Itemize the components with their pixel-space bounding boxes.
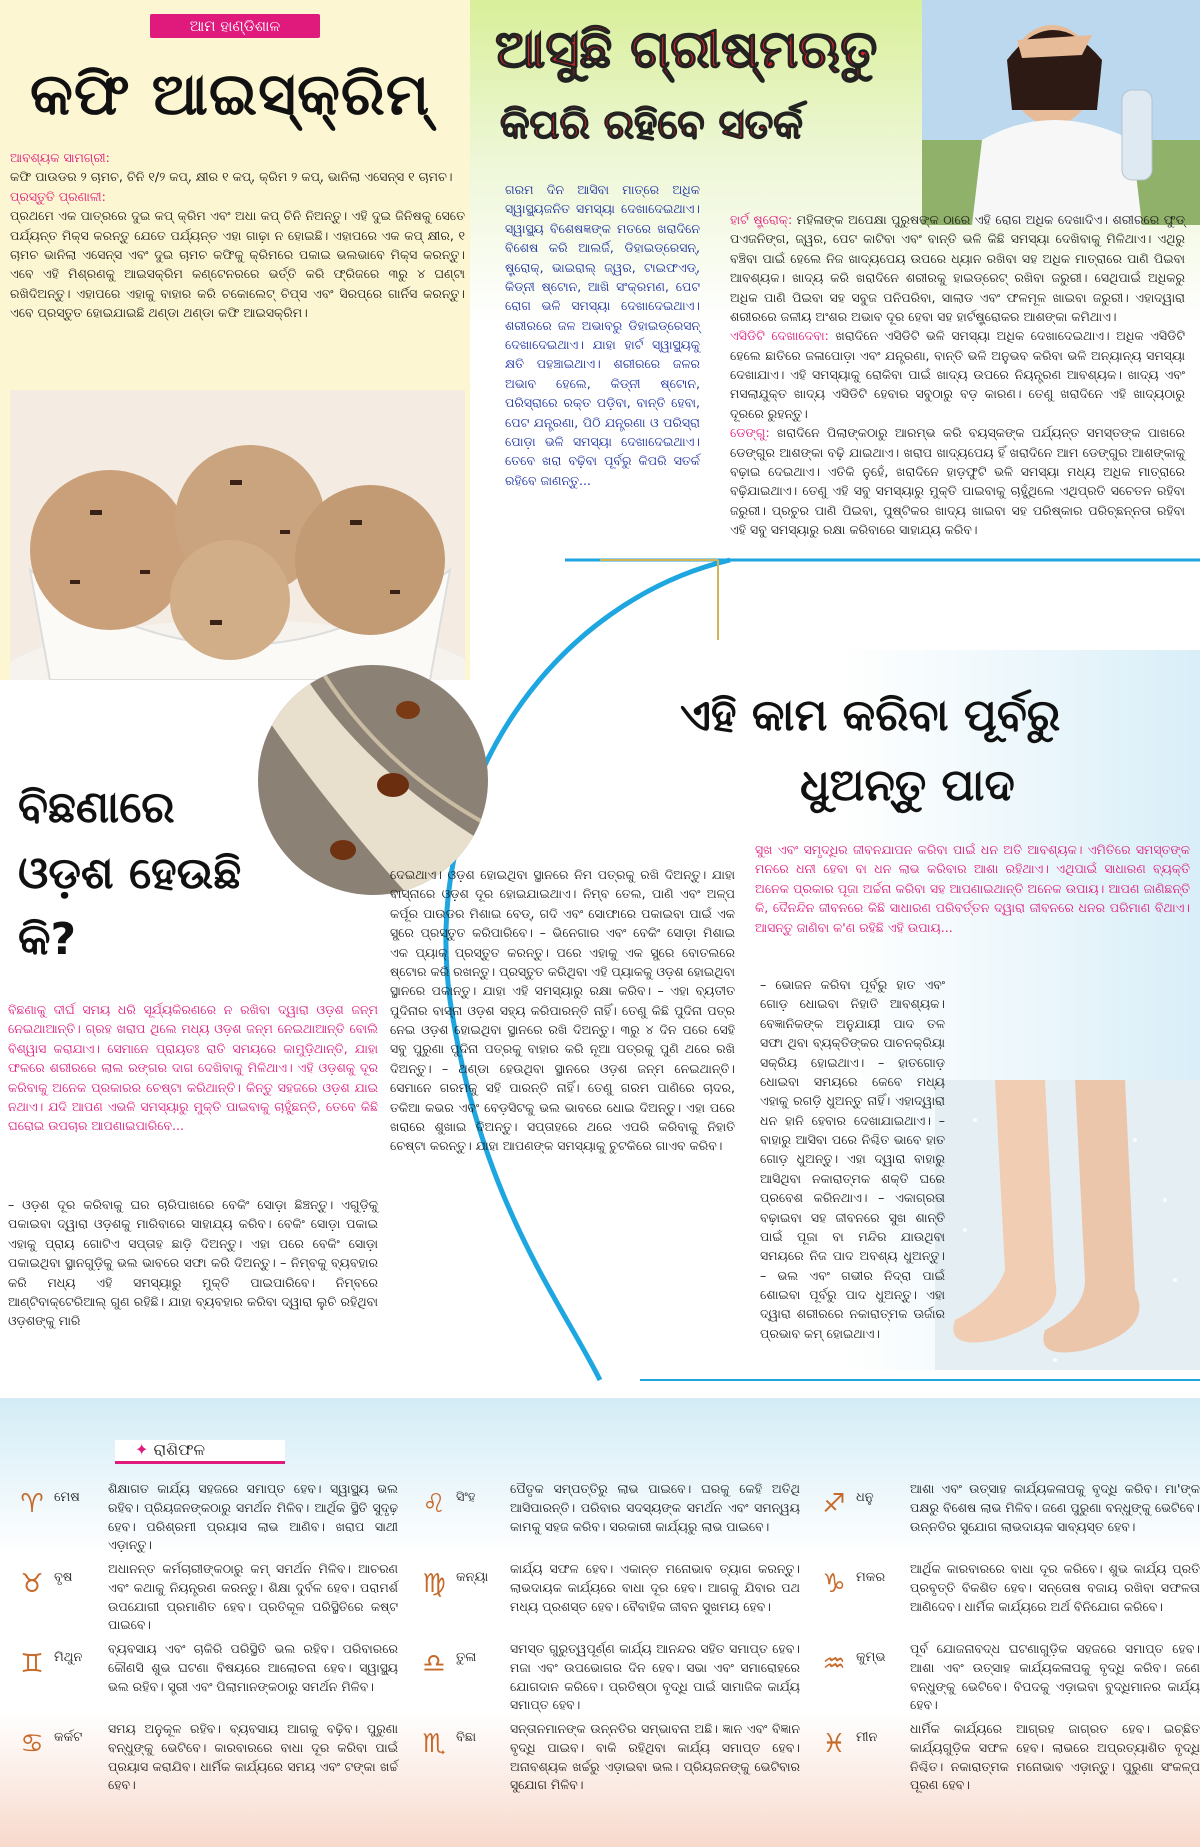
summer-details [730, 210, 1185, 539]
sign-name: ସିଂହ [456, 1490, 476, 1505]
sign-name: କର୍କଟ [54, 1730, 83, 1745]
feet-washing-photo [935, 1080, 1200, 1370]
horoscope-sign [810, 1560, 1200, 1640]
dengue-text: ଖରାଦିନେ ପିଲାଙ୍କଠାରୁ ଆରମ୍ଭ କରି ବୟସ୍କଙ୍କ ପର୍ଯ୍ୟନ୍ତ ସମସ୍ତଙ୍କ ପାଖରେ ଡେଙ୍ଗୁର ଆଶଙ୍କା ବଢ଼ି ଯାଇଥାଏ। ଖରାପ ଖାଦ୍ୟପେୟ ହିଁ ଖରାଦିନେ ଆମ ଡେଙ୍ଗୁର ଆଶଙ୍କାକୁ ବଢ଼ାଇ ଦେଇଥାଏ। ଏତିକି ନୁହେଁ, ଖରାଦିନେ ହାଡ଼ଫୁଟି ଭଳି ସମସ୍ୟା ମଧ୍ୟ ଅଧିକ ମାତ୍ରାରେ ବଢ଼ିଯାଇଥାଏ। ତେଣୁ ଏହି ସବୁ ସମସ୍ୟାରୁ ମୁକ୍ତି ପାଇବାକୁ ଚାହୁଁଥିଲେ ଏଥିପ୍ରତି ସଚେତନ ରହିବା ଜରୁରୀ। ପ୍ରଚୁର ପାଣି ପିଇବା, ପୁଷ୍ଟିକର ଖାଦ୍ୟ ଖାଇବା ସହ ପରିଷ୍କାର ପରିଚ୍ଛନ୍ନତା ରହିବା ଏହି ସବୁ ସମସ୍ୟାରୁ ରକ୍ଷା କରିବାରେ ସାହାଯ୍ୟ କରିବ। [730, 425, 1185, 537]
archer-icon: ♐ [822, 1489, 846, 1519]
scales-icon: ♎ [422, 1649, 446, 1679]
recipe-body [10, 148, 465, 322]
bedbug-remedies-1: – ଓଡ଼ଶ ଦୂର କରିବାକୁ ଘର ଚାରିପାଖରେ ବେକିଂ ସୋଡ଼ା ଛିଞ୍ଚନ୍ତୁ। ଏଗୁଡ଼ିକୁ ପକାଇବା ଦ୍ୱାରା ଓଡ଼ଶକୁ ମାରିବାରେ ସାହାଯ୍ୟ କରିବ। ବେକିଂ ସୋଡ଼ା ପକାଇ ଏହାକୁ ପ୍ରାୟ ଗୋଟିଏ ସପ୍ତାହ ଛାଡ଼ି ଦିଅନ୍ତୁ। ଏହା ପରେ ବେକିଂ ସୋଡ଼ା ପକାଇଥିବା ସ୍ଥାନଗୁଡ଼ିକୁ ଭଲ ଭାବରେ ସଫା କରି ଦିଅନ୍ତୁ। – ନିମ୍ବକୁ ବ୍ୟବହାର କରି ମଧ୍ୟ ଏହି ସମସ୍ୟାରୁ ମୁକ୍ତି ପାଇପାରିବେ। ନିମ୍ବରେ ଆଣ୍ଟିବାକ୍ଟେରିଆଲ୍‌ ଗୁଣ ରହିଛି। ଯାହା ବ୍ୟବହାର କରିବା ଦ୍ୱାରା ଲୁଚି ରହିଥିବା ଓଡ଼ଶଙ୍କୁ ମାରି [8, 1197, 378, 1329]
sign-name: ତୁଳା [456, 1650, 477, 1665]
bedbug-title: ବିଛଣାରେ ଓଡ଼ଶ ହେଉଛି କି? [18, 782, 242, 965]
sign-prediction: ସମୟ ଅନୁକୂଳ ରହିବ। ବ୍ୟବସାୟ ଆଗକୁ ବଢ଼ିବ। ପୁରୁଣା ବନ୍ଧୁଙ୍କୁ ଭେଟିବେ। କାରବାରରେ ବାଧା ଦୂର କରିବା ପାଇଁ ପ୍ରୟାସ କରାଯିବ। ଧାର୍ମିକ କାର୍ଯ୍ୟରେ ସମୟ ଏବଂ ଟଙ୍କା ଖର୍ଚ୍ଚ ହେବ। [108, 1721, 398, 1793]
method-text: ପ୍ରଥମେ ଏକ ପାତ୍ରରେ ଦୁଇ କପ୍‌ କ୍ରିମ ଏବଂ ଅଧା କପ୍‌ ଚିନି ନିଅନ୍ତୁ। ଏହି ଦୁଇ ଜିନିଷକୁ ସେତେ ପର୍ଯ୍ୟନ୍ତ ମିକ୍ସ କରନ୍ତୁ ଯେତେ ପର୍ଯ୍ୟନ୍ତ ଏହା ଗାଢ଼ା ନ ହୋଇଛି। ଏହାପରେ ଏକ କପ୍‌ କ୍ଷୀର, ୧ ଚାମଚ ଭାନିଲା ଏସେନ୍ସ ଏବଂ ଦୁଇ ଚାମଚ କଫିକୁ କ୍ରିମରେ ପକାଇ ଭଲଭାବେ ମିକ୍ସ କରନ୍ତୁ। ଏବେ ଏହି ମିଶ୍ରଣକୁ ଆଇସକ୍ରିମ କଣ୍ଟେନରରେ ଭର୍ତ୍ତି କରି ଫ୍ରିଜରେ ୩ରୁ ୪ ଘଣ୍ଟା ରଖିଦିଅନ୍ତୁ। ଏହାପରେ ଏହାକୁ ବାହାର କରି ଚକୋଲେଟ୍‌ ଚିପ୍ସ ଏବଂ ସିରପ୍‌ରେ ଗାର୍ନିସ କରନ୍ତୁ। ଏବେ ପ୍ରସ୍ତୁତ ହୋଇଯାଇଛି ଥଣ୍ଡା ଥଣ୍ଡା କଫି ଆଇସକ୍ରିମ। [10, 208, 465, 320]
summer-subtitle: କିପରି ରହିବେ ସତର୍କ [500, 102, 803, 148]
sign-name: କନ୍ୟା [456, 1570, 489, 1585]
feet-subtitle: ଧୁଅନ୍ତୁ ପାଦ [800, 760, 1015, 811]
sign-prediction: ସନ୍ତାନମାନଙ୍କ ଉନ୍ନତିର ସମ୍ଭାବନା ଅଛି। ଜ୍ଞାନ ଏବଂ ବିଜ୍ଞାନ ବୃଦ୍ଧି ପାଇବ। ବାକି ରହିଥିବା କାର୍ଯ୍ୟ ସମାପ୍ତ ହେବ। ଅନାବଶ୍ୟକ ଖର୍ଚ୍ଚରୁ ଏଡ଼ାଇବା ଭଲ। ପ୍ରିୟଜନଙ୍କୁ ଭେଟିବାର ସୁଯୋଗ ମିଳିବ। [510, 1721, 800, 1793]
method-label: ପ୍ରସ୍ତୁତି ପ୍ରଣାଳୀ: [10, 188, 106, 204]
summer-title: ଆସୁଛି ଗ୍ରୀଷ୍ମଋତୁ [495, 20, 878, 80]
scorpion-icon: ♏ [422, 1729, 446, 1759]
acidity-text: ଖରାଦିନେ ଏସିଡିଟି ଭଳି ସମସ୍ୟା ଅଧିକ ଦେଖାଦେଇଥାଏ। ଅଧିକ ଏସିଡିଟି ହେଲେ ଛାତିରେ ଜଳାପୋଡ଼ା ଏବଂ ଯନ୍ତ୍ରଣା, ବାନ୍ତି ଭଳି ଅନୁଭବ କରିବା ଭଳି ଅନ୍ୟାନ୍ୟ ସମସ୍ୟା ଦେଖାଯାଏ। ଏହି ସମସ୍ୟାକୁ ରୋକିବା ପାଇଁ ଖାଦ୍ୟ ଉପରେ ନିୟନ୍ତ୍ରଣ ଆବଶ୍ୟକ। ଖାଦ୍ୟ ଏବଂ ମସଲାଯୁକ୍ତ ଖାଦ୍ୟ ଏସିଡିଟି ହେବାର ସବୁଠାରୁ ବଡ଼ କାରଣ। ତେଣୁ ଖରାଦିନେ ଏହି ଖାଦ୍ୟଠାରୁ ଦୂରରେ ରୁହନ୍ତୁ। [730, 328, 1185, 421]
dengue-label: ଡେଙ୍ଗୁ: [730, 425, 770, 441]
horoscope-sign [410, 1720, 800, 1800]
maiden-icon: ♍ [422, 1569, 446, 1599]
water-bearer-icon: ♒ [822, 1649, 846, 1679]
feet-body: – ଭୋଜନ କରିବା ପୂର୍ବରୁ ହାତ ଏବଂ ଗୋଡ଼ ଧୋଇବା ନିହାତି ଆବଶ୍ୟକ। ବେଜ୍ଞାନିକଙ୍କ ଅନୁଯାୟୀ ପାଦ ତଳ ସଫା ଥିବା ବ୍ୟକ୍ତିଙ୍କର ପାଚନକ୍ରିୟା ସକ୍ରିୟ ହୋଇଥାଏ। – ହାତଗୋଡ଼ ଧୋଇବା ସମୟରେ କେବେ ମଧ୍ୟ ଏହାକୁ ରଗଡ଼ି ଧୁଅନ୍ତୁ ନାହିଁ। ଏହାଦ୍ୱାରା ଧନ ହାନି ହେବାର ଦେଖାଯାଇଥାଏ। – ବାହାରୁ ଆସିବା ପରେ ନିଶ୍ଚିତ ଭାବେ ହାତ ଗୋଡ଼ ଧୁଅନ୍ତୁ। ଏହା ଦ୍ୱାରା ବାହାରୁ ଆସିଥିବା ନକାରାତ୍ମକ ଶକ୍ତି ଘରେ ପ୍ରବେଶ କରିନଥାଏ। – ଏକାଗ୍ରତା ବଢ଼ାଇବା ସହ ଜୀବନରେ ସୁଖ ଶାନ୍ତି ପାଇଁ ପୂଜା ବା ମନ୍ଦିର ଯାଉଥିବା ସମୟରେ ନିଜ ପାଦ ଅବଶ୍ୟ ଧୁଅନ୍ତୁ। – ଭଲ ଏବଂ ଗଭୀର ନିଦ୍ରା ପାଇଁ ଶୋଇବା ପୂର୍ବରୁ ପାଦ ଧୁଅନ୍ତୁ। ଏହା ଦ୍ୱାରା ଶରୀରରେ ନକାରାତ୍ମକ ଊର୍ଜାର ପ୍ରଭାବ କମ୍‌ ହୋଇଥାଏ। [760, 977, 945, 1341]
horoscope-title-text: ରାଶିଫଳ [153, 1440, 206, 1459]
ingredients-text: କଫି ପାଉଡର ୨ ଚାମଚ, ଚିନି ୧/୨ କପ୍‌, କ୍ଷୀର ୧ କପ୍‌, କ୍ରିମ ୨ କପ୍‌, ଭାନିଲା ଏସେନ୍ସ ୧ ଚାମଚ। [10, 169, 453, 185]
horoscope-sign [410, 1640, 800, 1720]
woman-sweating-photo [922, 0, 1200, 225]
sign-name: ଧନୁ [856, 1490, 874, 1505]
sign-prediction: ଧାର୍ମିକ କାର୍ଯ୍ୟରେ ଆଗ୍ରହ ଜାଗ୍ରତ ହେବ। ଇଚ୍ଛିତ କାର୍ଯ୍ୟଗୁଡ଼ିକ ସଫଳ ହେବ। ଲାଭରେ ଅପ୍ରତ୍ୟାଶିତ ବୃଦ୍ଧି ନିଶ୍ଚିତ। ନକାରାତ୍ମକ ମନୋଭାବ ଏଡ଼ାନ୍ତୁ। ପୁରୁଣା ସଂକଳ୍ପ ପୂରଣ ହେବ। [910, 1721, 1200, 1793]
sign-name: ମେଷ [54, 1490, 80, 1505]
sign-prediction: ବ୍ୟବସାୟ ଏବଂ ଚାକିରି ପରିସ୍ଥିତି ଭଲ ରହିବ। ପରିବାରରେ କୌଣସି ଶୁଭ ଘଟଣା ବିଷୟରେ ଆଲୋଚନା ହେବ। ସ୍ୱାସ୍ଥ୍ୟ ଭଲ ରହିବ। ସ୍ତ୍ରୀ ଏବଂ ପିଲାମାନଙ୍କଠାରୁ ସମର୍ଥନ ମିଳିବ। [108, 1641, 398, 1694]
heart-stroke-label: ହାର୍ଟ ଷ୍ଟ୍ରୋକ୍‌: [730, 212, 793, 227]
sign-name: ମକର [856, 1570, 886, 1585]
horoscope-title [115, 1440, 285, 1464]
horoscope-sign [810, 1720, 1200, 1800]
fish-icon: ♓ [822, 1729, 846, 1759]
acidity-label: ଏସିଡିଟି ଦେଖାଦେବା: [730, 328, 829, 344]
twins-icon: ♊ [20, 1649, 44, 1679]
bull-icon: ♉ [20, 1569, 44, 1599]
feet-intro: ସୁଖ ଏବଂ ସମୃଦ୍ଧିର ଜୀବନଯାପନ କରିବା ପାଇଁ ଧନ ଅତି ଆବଶ୍ୟକ। ଏମିତିରେ ସମସ୍ତଙ୍କ ମନରେ ଧନୀ ହେବା ବା ଧନ ଲାଭ କରିବାର ଆଶା ରହିଥାଏ। ଏଥିପାଇଁ ସାଧାରଣ ବ୍ୟକ୍ତି ଅନେକ ପ୍ରକାର ପୂଜା ଅର୍ଚ୍ଚନା କରିବା ସହ ଆପଣାଇଥାନ୍ତି ଅନେକ ଉପାୟ। ଆପଣ ଜାଣିଛନ୍ତି କି, ଦୈନନ୍ଦିନ ଜୀବନରେ କିଛି ସାଧାରଣ ପରିବର୍ତ୍ତନ ଦ୍ୱାରା ଜୀବନରେ ଧନର ପରିମାଣ ବିଥାଏ। ଆସନ୍ତୁ ଜାଣିବା କ'ଣ ରହିଛି ଏହି ଉପାୟ... [755, 842, 1190, 935]
sign-prediction: ପୈତୃକ ସମ୍ପତ୍ତିରୁ ଲାଭ ପାଇବେ। ଘରକୁ କେହି ଅତିଥି ଆସିପାରନ୍ତି। ପରିବାର ସଦସ୍ୟଙ୍କ ସମର୍ଥନ ଏବଂ ସମନ୍ୱୟ କାମକୁ ସହଜ କରିବ। ସରକାରୀ କାର୍ଯ୍ୟରୁ ଲାଭ ପାଇବେ। [510, 1481, 800, 1534]
sign-prediction: କାର୍ଯ୍ୟ ସଫଳ ହେବ। ଏକାନ୍ତ ମନୋଭାବ ତ୍ୟାଗ କରନ୍ତୁ। ଲାଭଦାୟକ କାର୍ଯ୍ୟରେ ବାଧା ଦୂର ହେବ। ଆଗକୁ ଯିବାର ପଥ ମଧ୍ୟ ପ୍ରଶସ୍ତ ହେବ। ବୈବାହିକ ଜୀବନ ସୁଖମୟ ହେବ। [510, 1561, 800, 1614]
horoscope-sign [8, 1720, 398, 1800]
goat-icon: ♑ [822, 1569, 846, 1599]
horoscope-sign [810, 1640, 1200, 1720]
feet-title: ଏହି କାମ କରିବା ପୂର୍ବରୁ [680, 690, 1061, 741]
horoscope-sign [8, 1480, 398, 1560]
sign-prediction: ସମସ୍ତ ଗୁରୁତ୍ୱପୂର୍ଣ୍ଣ କାର୍ଯ୍ୟ ଆନନ୍ଦର ସହିତ ସମାପ୍ତ ହେବ। ମଜା ଏବଂ ଉପଭୋଗର ଦିନ ହେବ। ସଭା ଏବଂ ସମାରୋହରେ ଯୋଗଦାନ କରିବେ। ପ୍ରତିଷ୍ଠା ବୃଦ୍ଧି ପାଇଁ ସାମାଜିକ କାର୍ଯ୍ୟ ସମାପ୍ତ ହେବ। [510, 1641, 800, 1713]
ingredients-label: ଆବଶ୍ୟକ ସାମଗ୍ରୀ: [10, 150, 110, 165]
sign-name: କୁମ୍ଭ [856, 1650, 886, 1665]
coffee-icecream-photo [10, 390, 465, 680]
sign-prediction: ଶିକ୍ଷାଗତ କାର୍ଯ୍ୟ ସହଜରେ ସମାପ୍ତ ହେବ। ସ୍ୱାସ୍ଥ୍ୟ ଭଲ ରହିବ। ପ୍ରିୟଜନଙ୍କଠାରୁ ସମର୍ଥନ ମିଳିବ। ଆର୍ଥିକ ସ୍ଥିତି ସୁଦୃଢ଼ ହେବ। ପରିଶ୍ରମୀ ପ୍ରୟାସ ଲାଭ ଆଣିବ। ଖରାପ ସାଥୀ ଏଡ଼ାନ୍ତୁ। [108, 1481, 398, 1553]
sign-prediction: ପୂର୍ବ ଯୋଜନାବଦ୍ଧ ଘଟଣାଗୁଡ଼ିକ ସହଜରେ ସମାପ୍ତ ହେବ। ଆଶା ଏବଂ ଉତ୍ସାହ କାର୍ଯ୍ୟକଳାପକୁ ବୃଦ୍ଧି କରିବ। ଜଣେ ବନ୍ଧୁଙ୍କୁ ଭେଟିବେ। ବିପଦକୁ ଏଡ଼ାଇବା ବୁଦ୍ଧିମାନର କାର୍ଯ୍ୟ ହେବ। [910, 1641, 1200, 1713]
summer-intro: ଗରମ ଦିନ ଆସିବା ମାତ୍ରେ ଅଧିକ ସ୍ୱାସ୍ଥ୍ୟଜନିତ ସମସ୍ୟା ଦେଖାଦେଇଥାଏ। ସ୍ୱାସ୍ଥ୍ୟ ବିଶେଷଜ୍ଞଙ୍କ ମତରେ ଖରାଦିନେ ବିଶେଷ କରି ଆଲର୍ଜି, ଡିହାଇଡ୍ରେସନ୍‌, ଷ୍ଟ୍ରୋକ୍‌, ଭାଇରାଲ୍‌ ଜ୍ୱର, ଟାଇଫଏଡ୍‌, କିଡ୍‌ନୀ ଷ୍ଟୋନ, ଆଖି ସଂକ୍ରମଣ, ପେଟ ରୋଗ ଭଳି ସମସ୍ୟା ଦେଖାଦେଇଥାଏ। ଶରୀରରେ ଜଳ ଅଭାବରୁ ଡିହାଇଡ୍ରେସନ୍‌ ଦେଖାଦେଇଥାଏ। ଯାହା ହାର୍ଟ ସ୍ୱାସ୍ଥ୍ୟକୁ କ୍ଷତି ପହଞ୍ଚାଇଥାଏ। ଶରୀରରେ ଜଳର ଅଭାବ ହେଲେ, କିଡ୍‌ନୀ ଷ୍ଟୋନ, ପରିସ୍ରାରେ ରକ୍ତ ପଡ଼ିବା, ବାନ୍ତି ହେବା, ପେଟ ଯନ୍ତ୍ରଣା, ପିଠି ଯନ୍ତ୍ରଣା ଓ ପରିସ୍ରା ପୋଡ଼ା ଭଳି ସମସ୍ୟା ଦେଖାଦେଇଥାଏ। ତେବେ ଖରା ବଢ଼ିବା ପୂର୍ବରୁ କିପରି ସତର୍କ ରହିବେ ଜାଣନ୍ତୁ... [505, 182, 700, 488]
horoscope-sign [410, 1560, 800, 1640]
sign-prediction: ଅଧାନନ୍ତ କର୍ମଚାରୀଙ୍କଠାରୁ କମ୍‌ ସମର୍ଥନ ମିଳିବ। ଆଚରଣ ଏବଂ କଥାକୁ ନିୟନ୍ତ୍ରଣ କରନ୍ତୁ। ଶିକ୍ଷା ଦୁର୍ବଳ ହେବ। ପରାମର୍ଶ ଉପଯୋଗୀ ପ୍ରମାଣିତ ହେବ। ପ୍ରତିକୂଳ ପରିସ୍ଥିତିରେ କଷ୍ଟ ପାଇବେ। [108, 1561, 398, 1633]
horoscope-sign [810, 1480, 1200, 1560]
bedbug-intro: ବିଛଣାକୁ ଦୀର୍ଘ ସମୟ ଧରି ସୂର୍ଯ୍ୟକିରଣରେ ନ ରଖିବା ଦ୍ୱାରା ଓଡ଼ଶ ଜନ୍ମ ନେଇଥାଆନ୍ତି। ଗ୍ରହ ଖରାପ ଥିଲେ ମଧ୍ୟ ଓଡ଼ଶ ଜନ୍ମ ନେଇଥାଆନ୍ତି ବୋଲି ବିଶ୍ୱାସ କରାଯାଏ। ସେମାନେ ପ୍ରାୟତଃ ରାତି ସମୟରେ କାମୁଡ଼ିଥାନ୍ତି, ଯାହା ଫଳରେ ଶରୀରରେ ଲାଲ ରଙ୍ଗର ଦାଗ ଦେଖିବାକୁ ମିଳିଥାଏ। ଏହି ଓଡ଼ଶକୁ ଦୂର କରିବାକୁ ଅନେକ ପ୍ରକାରର ଚେଷ୍ଟା କରିଥାନ୍ତି। କିନ୍ତୁ ସହଜରେ ଓଡ଼ଶ ଯାଇ ନଥାଏ। ଯଦି ଆପଣ ଏଭଳି ସମସ୍ୟାରୁ ମୁକ୍ତି ପାଇବାକୁ ଚାହୁଁଛନ୍ତି, ତେବେ କିଛି ଘରୋଇ ଉପଚାର ଆପଣାଇପାରିବେ... [8, 1002, 378, 1134]
ram-icon: ♈ [20, 1489, 44, 1519]
crab-icon: ♋ [20, 1729, 44, 1759]
sign-name: ମୀନ [856, 1730, 878, 1745]
recipe-title: କଫି ଆଇସ୍‌କ୍ରିମ୍‌ [30, 60, 431, 128]
lion-icon: ♌ [422, 1489, 446, 1519]
sign-name: ମିଥୁନ [54, 1650, 83, 1665]
horoscope-sign [410, 1480, 800, 1560]
bedbug-photo [258, 665, 488, 895]
horoscope-sign [8, 1560, 398, 1640]
sign-name: ବିଛା [456, 1730, 477, 1745]
heart-stroke-text: ମହିଳାଙ୍କ ଅପେକ୍ଷା ପୁରୁଷଙ୍କ ଠାରେ ଏହି ରୋଗ ଅଧିକ ଦେଖାଦିଏ। ଶରୀରରେ ଫୁଡ୍‌ ପଏଜନିଙ୍ଗ, ଜ୍ୱର, ପେଟ କାଟିବା ଏବଂ ବାନ୍ତି ଭଳି କିଛି ସମସ୍ୟା ଦେଖିବାକୁ ମିଳିଥାଏ। ଏଥିରୁ ବଞ୍ଚିବା ପାଇଁ ହେଲେ ନିଜ ଖାଦ୍ୟପେୟ ଉପରେ ଧ୍ୟାନ ରଖିବା ସହ ଅଧିକ ମାତ୍ରାରେ ପାଣି ପିଇବା ଆବଶ୍ୟକ। ଖାଦ୍ୟ କରି ଖରାଦିନେ ଶରୀରକୁ ହାଇଡ୍ରେଟ୍‌ ରଖିବା ଜରୁରୀ। ସେଥିପାଇଁ ଅଧିକରୁ ଅଧିକ ପାଣି ପିଇବା ସହ ସବୁଜ ପନିପରିବା, ସାଲାଡ ଏବଂ ଫଳମୂଳ ଖାଇବା ଜରୁରୀ। ଏହାଦ୍ୱାରା ଶରୀରରେ ଜଳୀୟ ଅଂଶର ଅଭାବ ଦୂର ହେବା ସହ ହାର୍ଟଷ୍ଟ୍ରୋକର ଆଶଙ୍କା କମିଥାଏ। [730, 212, 1185, 324]
sign-prediction: ଆର୍ଥିକ କାରବାରରେ ବାଧା ଦୂର କରିବେ। ଶୁଭ କାର୍ଯ୍ୟ ପ୍ରତି ପ୍ରବୃତ୍ତି ବିକଶିତ ହେବ। ସନ୍ତୋଷ ବଜାୟ ରଖିବା ସଫଳତା ଆଣିଦେବ। ଧାର୍ମିକ କାର୍ଯ୍ୟରେ ଅର୍ଥ ବିନିଯୋଗ କରିବେ। [910, 1561, 1200, 1614]
sign-name: ବୃଷ [54, 1570, 73, 1585]
star-icon: ✦ [135, 1440, 154, 1459]
bedbug-remedies-2: ଦେଇଥାଏ। ଓଡ଼ଶ ହୋଇଥିବା ସ୍ଥାନରେ ନିମ ପତ୍ରକୁ ରଖି ଦିଅନ୍ତୁ। ଯାହା ବାସ୍ନାରେ ଓଡ଼ଶ ଦୂର ହୋଇଯାଇଥାଏ। ନିମ୍ବ ତେଲ, ପାଣି ଏବଂ ଅଳ୍ପ କର୍ପୂର ପାଉଡର ମିଶାଇ ବେଡ୍‌, ଗଦି ଏବଂ ସୋଫାରେ ପକାଇବା ପାଇଁ ଏକ ସ୍ପ୍ରେ ପ୍ରସ୍ତୁତ କରିପାରିବେ। – ଭିନେଗାର ଏବଂ ବେକିଂ ସୋଡ଼ା ମିଶାଇ ଏକ ପ୍ୟାକ୍‌ ପ୍ରସ୍ତୁତ କରନ୍ତୁ। ପରେ ଏହାକୁ ଏକ ସ୍ପ୍ରେ ବୋତଲରେ ଷ୍ଟୋର କରି ରଖନ୍ତୁ। ପ୍ରସ୍ତୁତ କରିଥିବା ଏହି ପ୍ୟାକକୁ ଓଡ଼ଶ ହୋଇଥିବା ସ୍ଥାନରେ ପକାନ୍ତୁ। ଯାହା ଏହି ସମସ୍ୟାରୁ ରକ୍ଷା କରିବ। – ଏହା ବ୍ୟତୀତ ପୁଦିନାର ବାସ୍ନା ଓଡ଼ଶ ସହ୍ୟ କରିପାରନ୍ତି ନାହିଁ। ତେଣୁ କିଛି ପୁଦିନା ପତ୍ର ନେଇ ଓଡ଼ଶ ହୋଇଥିବା ସ୍ଥାନରେ ରଖି ଦିଅନ୍ତୁ। ୩ରୁ ୪ ଦିନ ପରେ ସେହି ସବୁ ପୁରୁଣା ପୁଦିନା ପତ୍ରକୁ ବାହାର କରି ନୂଆ ପତ୍ରକୁ ପୁଣି ଥରେ ରଖି ଦିଅନ୍ତୁ। – ଥଣ୍ଡା ହେଉଥିବା ସ୍ଥାନରେ ଓଡ଼ଶ ଜନ୍ମ ନେଇଥାନ୍ତି। ସେମାନେ ଗରମକୁ ସହି ପାରନ୍ତି ନାହିଁ। ତେଣୁ ଗରମ ପାଣିରେ ଚାଦର, ତକିଆ କଭର ଏବଂ ବେଡ଼ସିଟକୁ ଭଲ ଭାବରେ ଧୋଇ ଦିଅନ୍ତୁ। ଏହା ପରେ ଖରାରେ ଶୁଖାଇ ଦିଅନ୍ତୁ। ସପ୍ତାହରେ ଥରେ ଏପରି କରିବାକୁ ନିହାତି ଚେଷ୍ଟା କରନ୍ତୁ। ଯାହା ଆପଣଙ୍କ ସମସ୍ୟାକୁ ଚୁଟକିରେ ଗାଏବ କରିବ। [390, 867, 735, 1154]
section-tag: ଆମ ହାଣ୍ଡିଶାଳ [150, 14, 320, 38]
sign-prediction: ଆଶା ଏବଂ ଉତ୍ସାହ କାର୍ଯ୍ୟକଳାପକୁ ବୃଦ୍ଧି କରିବ। ମା'ଙ୍କ ପକ୍ଷରୁ ବିଶେଷ ଲାଭ ମିଳିବ। ଜଣେ ପୁରୁଣା ବନ୍ଧୁଙ୍କୁ ଭେଟିବେ। ଉନ୍ନତିର ସୁଯୋଗ ଲାଭଦାୟକ ସାବ୍ୟସ୍ତ ହେବ। [910, 1481, 1200, 1534]
horoscope-sign [8, 1640, 398, 1720]
